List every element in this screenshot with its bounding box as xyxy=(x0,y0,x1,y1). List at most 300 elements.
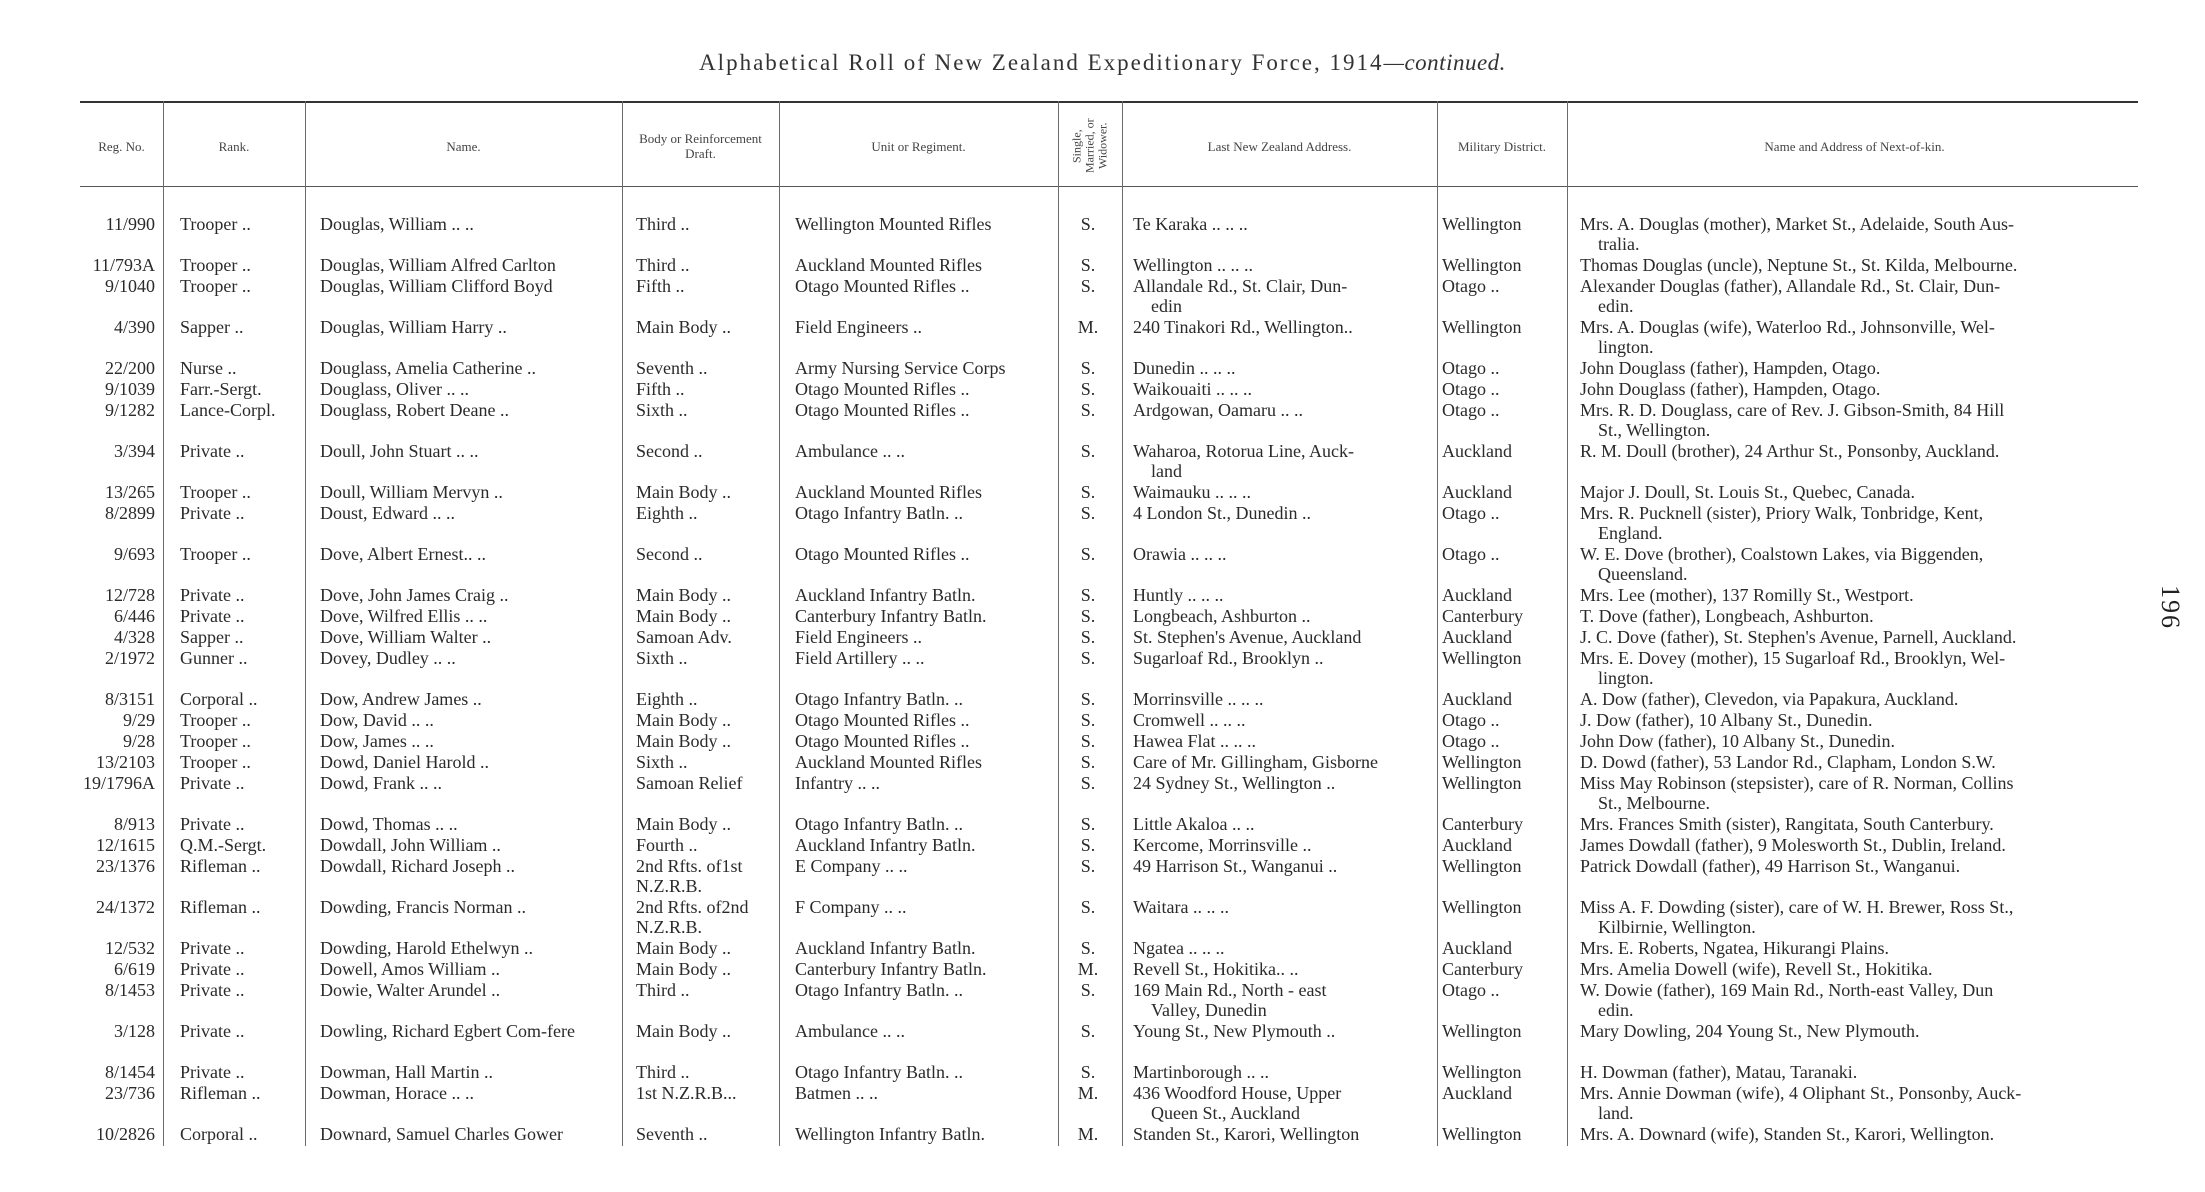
rank-cell xyxy=(180,400,305,420)
body-draft-cell-text: Third .. xyxy=(636,214,690,234)
district-cell xyxy=(1442,255,1567,275)
marital-status-cell-text: S. xyxy=(1080,441,1096,461)
unit-cell xyxy=(795,835,1055,855)
marital-status-cell xyxy=(1060,585,1116,605)
name-cell-text: Dowding, Harold Ethelwyn .. xyxy=(320,938,533,958)
marital-status-cell-text: S. xyxy=(1080,814,1096,834)
address-cell xyxy=(1133,400,1438,420)
unit-cell xyxy=(795,544,1055,564)
address-cell xyxy=(1133,482,1438,502)
next-of-kin-cell xyxy=(1580,441,2142,461)
name-cell xyxy=(320,358,620,378)
name-cell xyxy=(320,938,620,958)
unit-cell-text: Otago Infantry Batln. .. xyxy=(795,689,963,709)
name-cell-text: Douglas, William .. .. xyxy=(320,214,474,234)
body-draft-cell-text: Main Body .. xyxy=(636,606,732,626)
name-cell xyxy=(320,503,620,523)
rank-cell xyxy=(180,752,305,772)
rank-cell-text: Private .. xyxy=(180,980,245,1000)
district-cell xyxy=(1442,897,1567,917)
rank-cell xyxy=(180,441,305,461)
next-of-kin-cell xyxy=(1580,276,2142,316)
address-cell xyxy=(1133,938,1438,958)
reg-no-cell xyxy=(80,1083,155,1103)
body-draft-cell xyxy=(636,710,776,730)
marital-status-cell xyxy=(1060,503,1116,523)
address-cell-text: Care of Mr. Gillingham, Gisborne xyxy=(1133,752,1378,772)
marital-status-cell-text: S. xyxy=(1080,1021,1096,1041)
reg-no-cell xyxy=(80,503,155,523)
unit-cell xyxy=(795,689,1055,709)
rank-cell-text: Trooper .. xyxy=(180,214,251,234)
address-cell-text: Morrinsville .. .. .. xyxy=(1133,689,1264,709)
name-cell-text: Doull, John Stuart .. .. xyxy=(320,441,479,461)
reg-no-cell-text: 6/619 xyxy=(113,959,155,979)
next-of-kin-cell-text: A. Dow (father), Clevedon, via Papakura, Auckland. xyxy=(1580,689,1959,709)
marital-status-cell xyxy=(1060,1062,1116,1082)
marital-status-cell xyxy=(1060,835,1116,855)
unit-cell xyxy=(795,814,1055,834)
reg-no-cell xyxy=(80,379,155,399)
name-cell xyxy=(320,255,620,275)
district-cell xyxy=(1442,1083,1567,1103)
unit-cell xyxy=(795,773,1055,793)
next-of-kin-cell xyxy=(1580,503,2142,543)
rank-cell-text: Private .. xyxy=(180,773,245,793)
rank-cell xyxy=(180,606,305,626)
unit-cell-text: Otago Mounted Rifles .. xyxy=(795,710,970,730)
district-cell xyxy=(1442,441,1567,461)
next-of-kin-cell-text: Mrs. R. Pucknell (sister), Priory Walk, Tonbridge, Kent, xyxy=(1580,503,1984,523)
marital-status-cell xyxy=(1060,317,1116,337)
next-of-kin-cell-text: Alexander Douglas (father), Allandale Rd., St. Clair, Dun- xyxy=(1580,276,2001,296)
reg-no-cell-text: 2/1972 xyxy=(104,648,155,668)
unit-cell xyxy=(795,731,1055,751)
rank-cell-text: Trooper .. xyxy=(180,710,251,730)
rank-cell xyxy=(180,358,305,378)
marital-status-cell xyxy=(1060,689,1116,709)
rank-cell-text: Sapper .. xyxy=(180,317,244,337)
body-draft-cell-text: Main Body .. xyxy=(636,585,732,605)
marital-status-cell-text: S. xyxy=(1080,544,1096,564)
reg-no-cell xyxy=(80,752,155,772)
next-of-kin-cell xyxy=(1580,980,2142,1020)
next-of-kin-cell xyxy=(1580,358,2142,378)
address-cell-text: Orawia .. .. .. xyxy=(1133,544,1227,564)
rank-cell xyxy=(180,214,305,234)
next-of-kin-cell-continuation: England. xyxy=(1598,523,1663,543)
name-cell xyxy=(320,773,620,793)
page-title xyxy=(0,50,2205,76)
unit-cell-text: Auckland Infantry Batln. xyxy=(795,938,976,958)
rank-cell xyxy=(180,379,305,399)
name-cell xyxy=(320,835,620,855)
reg-no-cell xyxy=(80,606,155,626)
next-of-kin-cell xyxy=(1580,835,2142,855)
reg-no-cell-text: 8/1453 xyxy=(104,980,155,1000)
address-cell xyxy=(1133,710,1438,730)
address-cell-text: Waitara .. .. .. xyxy=(1133,897,1230,917)
address-cell-text: Standen St., Karori, Wellington xyxy=(1133,1124,1360,1144)
district-cell-text: Otago .. xyxy=(1442,276,1500,296)
next-of-kin-cell-text: Patrick Dowdall (father), 49 Harrison St., Wanganui. xyxy=(1580,856,1961,876)
district-cell-text: Wellington xyxy=(1442,752,1522,772)
unit-cell xyxy=(795,255,1055,275)
address-cell-text: Young St., New Plymouth .. xyxy=(1133,1021,1336,1041)
next-of-kin-cell-text: Mrs. E. Roberts, Ngatea, Hikurangi Plains. xyxy=(1580,938,1889,958)
unit-cell xyxy=(795,1083,1055,1103)
body-draft-cell-text: Samoan Relief xyxy=(636,773,743,793)
next-of-kin-cell-continuation: St., Melbourne. xyxy=(1598,793,1710,813)
district-cell-text: Auckland xyxy=(1442,441,1512,461)
name-cell-text: Douglass, Robert Deane .. xyxy=(320,400,509,420)
rank-cell-text: Private .. xyxy=(180,959,245,979)
district-cell xyxy=(1442,752,1567,772)
next-of-kin-cell xyxy=(1580,814,2142,834)
address-cell xyxy=(1133,585,1438,605)
address-cell-text: 24 Sydney St., Wellington .. xyxy=(1133,773,1336,793)
unit-cell xyxy=(795,752,1055,772)
title-main: Alphabetical Roll of New Zealand Expeditionary Force, 1914 xyxy=(699,50,1384,75)
marital-status-cell-text: S. xyxy=(1080,503,1096,523)
unit-cell-text: Otago Mounted Rifles .. xyxy=(795,276,970,296)
body-draft-cell xyxy=(636,980,776,1000)
marital-status-cell xyxy=(1060,1124,1116,1144)
address-cell-text: Cromwell .. .. .. xyxy=(1133,710,1246,730)
district-cell xyxy=(1442,585,1567,605)
next-of-kin-cell-text: Mrs. A. Downard (wife), Standen St., Karori, Wellington. xyxy=(1580,1124,1995,1144)
body-draft-cell xyxy=(636,627,776,647)
address-cell xyxy=(1133,544,1438,564)
rank-cell xyxy=(180,710,305,730)
district-cell-text: Wellington xyxy=(1442,255,1522,275)
address-cell-continuation: land xyxy=(1151,461,1182,481)
unit-cell xyxy=(795,648,1055,668)
body-draft-cell-text: Eighth .. xyxy=(636,503,698,523)
reg-no-cell-text: 13/2103 xyxy=(95,752,155,772)
body-draft-cell-text: 2nd Rfts. of xyxy=(636,897,722,917)
reg-no-cell-text: 11/990 xyxy=(105,214,155,234)
body-draft-cell-text: Fifth .. xyxy=(636,276,685,296)
address-cell xyxy=(1133,1083,1438,1123)
body-draft-cell xyxy=(636,689,776,709)
column-divider xyxy=(163,101,164,1146)
name-cell-text: Dow, James .. .. xyxy=(320,731,434,751)
name-cell-continuation: fere xyxy=(546,1021,575,1041)
name-cell-text: Dowie, Walter Arundel .. xyxy=(320,980,501,1000)
unit-cell-text: E Company .. .. xyxy=(795,856,908,876)
reg-no-cell xyxy=(80,710,155,730)
next-of-kin-cell xyxy=(1580,317,2142,357)
name-cell xyxy=(320,814,620,834)
name-cell xyxy=(320,544,620,564)
next-of-kin-cell xyxy=(1580,606,2142,626)
address-cell-text: Longbeach, Ashburton .. xyxy=(1133,606,1311,626)
district-cell xyxy=(1442,276,1567,296)
unit-cell-text: Otago Mounted Rifles .. xyxy=(795,544,970,564)
marital-status-cell-text: M. xyxy=(1077,1083,1099,1103)
name-cell-text: Dovey, Dudley .. .. xyxy=(320,648,456,668)
reg-no-cell xyxy=(80,814,155,834)
rank-cell-text: Rifleman .. xyxy=(180,856,261,876)
reg-no-cell-text: 3/394 xyxy=(113,441,155,461)
unit-cell xyxy=(795,379,1055,399)
district-cell xyxy=(1442,358,1567,378)
marital-status-cell xyxy=(1060,773,1116,793)
reg-no-cell xyxy=(80,1021,155,1041)
name-cell xyxy=(320,1021,620,1041)
reg-no-cell xyxy=(80,400,155,420)
name-cell-text: Douglass, Amelia Catherine .. xyxy=(320,358,536,378)
next-of-kin-cell-text: Mrs. Annie Dowman (wife), 4 Oliphant St., Ponsonby, Auck- xyxy=(1580,1083,2022,1103)
header-address: Last New Zealand Address. xyxy=(1207,138,1352,154)
name-cell-text: Doust, Edward .. .. xyxy=(320,503,455,523)
next-of-kin-cell-continuation: tralia. xyxy=(1598,234,1640,254)
rank-cell-text: Trooper .. xyxy=(180,482,251,502)
body-draft-cell xyxy=(636,379,776,399)
marital-status-cell-text: S. xyxy=(1080,606,1096,626)
body-draft-cell-text: Third .. xyxy=(636,1062,690,1082)
rank-cell xyxy=(180,835,305,855)
name-cell xyxy=(320,731,620,751)
district-cell-text: Wellington xyxy=(1442,897,1522,917)
unit-cell-text: Batmen .. .. xyxy=(795,1083,878,1103)
body-draft-cell-text: Sixth .. xyxy=(636,752,688,772)
body-draft-cell-text: Main Body .. xyxy=(636,710,732,730)
next-of-kin-cell-text: Thomas Douglas (uncle), Neptune St., St. Kilda, Melbourne. xyxy=(1580,255,2018,275)
district-cell xyxy=(1442,856,1567,876)
reg-no-cell xyxy=(80,980,155,1000)
unit-cell-text: Wellington Infantry Batln. xyxy=(795,1124,986,1144)
next-of-kin-cell-continuation: edin. xyxy=(1598,1000,1634,1020)
address-cell-continuation: Queen St., Auckland xyxy=(1151,1103,1300,1123)
marital-status-cell xyxy=(1060,276,1116,296)
unit-cell xyxy=(795,1124,1055,1144)
marital-status-cell xyxy=(1060,441,1116,461)
reg-no-cell-text: 19/1796A xyxy=(83,773,155,793)
address-cell xyxy=(1133,835,1438,855)
rank-cell-text: Private .. xyxy=(180,503,245,523)
rank-cell xyxy=(180,276,305,296)
next-of-kin-cell-text: Mrs. E. Dovey (mother), 15 Sugarloaf Rd., Brooklyn, Wel- xyxy=(1580,648,2006,668)
next-of-kin-cell-text: H. Dowman (father), Matau, Taranaki. xyxy=(1580,1062,1858,1082)
reg-no-cell-text: 4/328 xyxy=(113,627,155,647)
marital-status-cell xyxy=(1060,938,1116,958)
next-of-kin-cell xyxy=(1580,773,2142,813)
next-of-kin-cell-text: Mrs. A. Douglas (mother), Market St., Adelaide, South Aus- xyxy=(1580,214,2014,234)
reg-no-cell-text: 8/913 xyxy=(113,814,155,834)
district-cell xyxy=(1442,835,1567,855)
body-draft-cell-text: Fourth .. xyxy=(636,835,698,855)
rank-cell xyxy=(180,938,305,958)
rank-cell xyxy=(180,627,305,647)
unit-cell-text: Auckland Mounted Rifles xyxy=(795,255,982,275)
unit-cell-text: Auckland Mounted Rifles xyxy=(795,752,982,772)
address-cell-continuation: Valley, Dunedin xyxy=(1151,1000,1267,1020)
district-cell-text: Auckland xyxy=(1442,1083,1512,1103)
marital-status-cell-text: S. xyxy=(1080,482,1096,502)
next-of-kin-cell-text: John Dow (father), 10 Albany St., Dunedin. xyxy=(1580,731,1895,751)
next-of-kin-cell xyxy=(1580,1062,2142,1082)
district-cell xyxy=(1442,606,1567,626)
name-cell xyxy=(320,689,620,709)
reg-no-cell-text: 12/1615 xyxy=(95,835,155,855)
name-cell xyxy=(320,1062,620,1082)
reg-no-cell-text: 12/532 xyxy=(104,938,155,958)
name-cell xyxy=(320,648,620,668)
district-cell xyxy=(1442,627,1567,647)
district-cell xyxy=(1442,317,1567,337)
next-of-kin-cell-text: Miss A. F. Dowding (sister), care of W. H. Brewer, Ross St., xyxy=(1580,897,2014,917)
reg-no-cell-text: 8/2899 xyxy=(104,503,155,523)
address-cell-text: Hawea Flat .. .. .. xyxy=(1133,731,1256,751)
marital-status-cell xyxy=(1060,544,1116,564)
reg-no-cell-text: 12/728 xyxy=(104,585,155,605)
district-cell xyxy=(1442,1124,1567,1144)
unit-cell xyxy=(795,606,1055,626)
name-cell xyxy=(320,959,620,979)
address-cell-text: 240 Tinakori Rd., Wellington.. xyxy=(1133,317,1353,337)
address-cell xyxy=(1133,214,1438,234)
address-cell xyxy=(1133,606,1438,626)
body-draft-cell-text: Second .. xyxy=(636,441,703,461)
marital-status-cell xyxy=(1060,606,1116,626)
address-cell-text: Huntly .. .. .. xyxy=(1133,585,1224,605)
body-draft-cell xyxy=(636,938,776,958)
next-of-kin-cell xyxy=(1580,544,2142,584)
next-of-kin-cell-text: John Douglass (father), Hampden, Otago. xyxy=(1580,379,1881,399)
rank-cell-text: Sapper .. xyxy=(180,627,244,647)
marital-status-cell-text: S. xyxy=(1080,400,1096,420)
address-cell-text: Te Karaka .. .. .. xyxy=(1133,214,1248,234)
rank-cell-text: Gunner .. xyxy=(180,648,248,668)
marital-status-cell xyxy=(1060,648,1116,668)
reg-no-cell-text: 13/265 xyxy=(104,482,155,502)
rank-cell xyxy=(180,1083,305,1103)
address-cell-text: Waikouaiti .. .. .. xyxy=(1133,379,1253,399)
name-cell xyxy=(320,482,620,502)
unit-cell-text: Otago Infantry Batln. .. xyxy=(795,980,963,1000)
address-cell-continuation: edin xyxy=(1151,296,1182,316)
unit-cell xyxy=(795,959,1055,979)
address-cell-text: Sugarloaf Rd., Brooklyn .. xyxy=(1133,648,1324,668)
unit-cell xyxy=(795,358,1055,378)
reg-no-cell xyxy=(80,482,155,502)
rank-cell xyxy=(180,1021,305,1041)
district-cell-text: Wellington xyxy=(1442,856,1522,876)
unit-cell-text: Army Nursing Service Corps xyxy=(795,358,1006,378)
body-draft-cell xyxy=(636,276,776,296)
rank-cell-text: Rifleman .. xyxy=(180,1083,261,1103)
body-draft-cell xyxy=(636,897,776,937)
rank-cell xyxy=(180,1062,305,1082)
next-of-kin-cell xyxy=(1580,710,2142,730)
name-cell xyxy=(320,585,620,605)
district-cell-text: Otago .. xyxy=(1442,980,1500,1000)
unit-cell-text: Auckland Mounted Rifles xyxy=(795,482,982,502)
marital-status-cell-text: S. xyxy=(1080,379,1096,399)
name-cell xyxy=(320,606,620,626)
next-of-kin-cell xyxy=(1580,1021,2142,1041)
next-of-kin-cell-continuation: Kilbirnie, Wellington. xyxy=(1598,917,1756,937)
header-body: Body or Reinforcement Draft. xyxy=(639,131,762,161)
marital-status-cell xyxy=(1060,627,1116,647)
marital-status-cell-text: S. xyxy=(1080,214,1096,234)
unit-cell xyxy=(795,856,1055,876)
address-cell xyxy=(1133,276,1438,316)
next-of-kin-cell-text: Miss May Robinson (stepsister), care of R. Norman, Collins xyxy=(1580,773,2014,793)
district-cell xyxy=(1442,731,1567,751)
unit-cell xyxy=(795,317,1055,337)
next-of-kin-cell-text: Mrs. R. D. Douglass, care of Rev. J. Gibson-Smith, 84 Hill xyxy=(1580,400,2005,420)
district-cell xyxy=(1442,503,1567,523)
district-cell-text: Canterbury xyxy=(1442,814,1523,834)
district-cell-text: Otago .. xyxy=(1442,400,1500,420)
name-cell-text: Dowd, Daniel Harold .. xyxy=(320,752,489,772)
unit-cell xyxy=(795,276,1055,296)
name-cell-text: Dowdall, Richard Joseph .. xyxy=(320,856,515,876)
reg-no-cell xyxy=(80,441,155,461)
rank-cell-text: Q.M.-Sergt. xyxy=(180,835,267,855)
reg-no-cell xyxy=(80,856,155,876)
district-cell xyxy=(1442,938,1567,958)
reg-no-cell-text: 3/128 xyxy=(113,1021,155,1041)
reg-no-cell xyxy=(80,255,155,275)
unit-cell-text: Otago Mounted Rifles .. xyxy=(795,731,970,751)
district-cell-text: Otago .. xyxy=(1442,379,1500,399)
rank-cell-text: Private .. xyxy=(180,814,245,834)
district-cell-text: Wellington xyxy=(1442,317,1522,337)
district-cell xyxy=(1442,689,1567,709)
unit-cell xyxy=(795,441,1055,461)
rank-cell xyxy=(180,856,305,876)
name-cell xyxy=(320,214,620,234)
reg-no-cell xyxy=(80,648,155,668)
name-cell xyxy=(320,1124,620,1144)
rank-cell xyxy=(180,317,305,337)
reg-no-cell xyxy=(80,276,155,296)
address-cell-text: Waharoa, Rotorua Line, Auck- xyxy=(1133,441,1354,461)
reg-no-cell-text: 9/1040 xyxy=(104,276,155,296)
name-cell xyxy=(320,317,620,337)
body-draft-cell-text: Eighth .. xyxy=(636,689,698,709)
district-cell-text: Auckland xyxy=(1442,835,1512,855)
unit-cell xyxy=(795,938,1055,958)
address-cell xyxy=(1133,255,1438,275)
district-cell xyxy=(1442,379,1567,399)
rank-cell xyxy=(180,980,305,1000)
body-draft-cell-text: Main Body .. xyxy=(636,1021,732,1041)
district-cell xyxy=(1442,710,1567,730)
district-cell-text: Wellington xyxy=(1442,1021,1522,1041)
address-cell-text: Wellington .. .. .. xyxy=(1133,255,1254,275)
header-rank: Rank. xyxy=(218,138,250,154)
marital-status-cell-text: S. xyxy=(1080,1062,1096,1082)
unit-cell-text: Wellington Mounted Rifles xyxy=(795,214,992,234)
district-cell-text: Auckland xyxy=(1442,482,1512,502)
name-cell xyxy=(320,710,620,730)
unit-cell xyxy=(795,1021,1055,1041)
reg-no-cell xyxy=(80,585,155,605)
reg-no-cell xyxy=(80,689,155,709)
name-cell-text: Dove, William Walter .. xyxy=(320,627,492,647)
name-cell-text: Dowd, Thomas .. .. xyxy=(320,814,458,834)
marital-status-cell-text: S. xyxy=(1080,710,1096,730)
next-of-kin-cell-continuation: lington. xyxy=(1598,668,1654,688)
marital-status-cell-text: S. xyxy=(1080,773,1096,793)
name-cell-text: Dowd, Frank .. .. xyxy=(320,773,442,793)
reg-no-cell xyxy=(80,897,155,917)
